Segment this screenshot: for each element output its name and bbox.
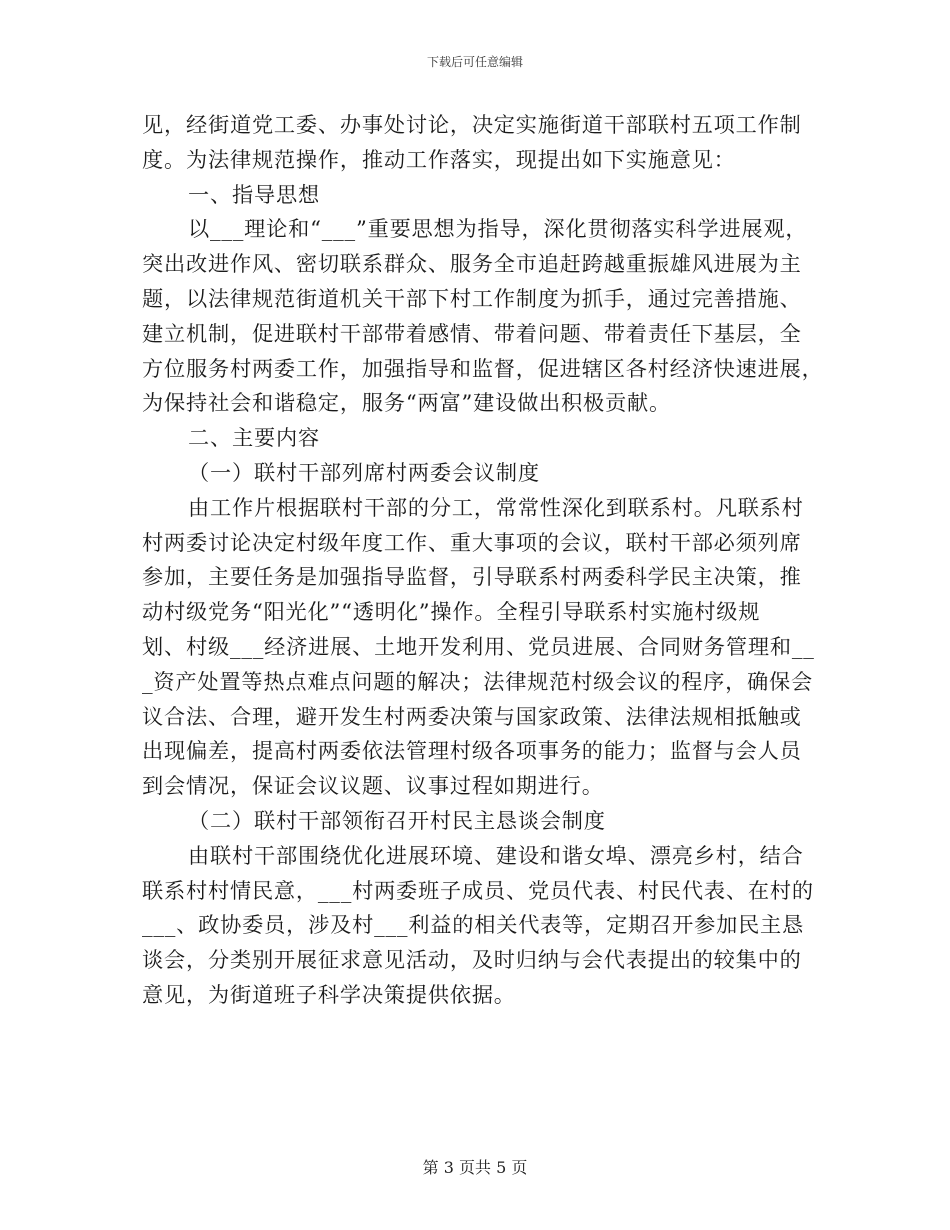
- page-header: 下载后可任意编辑: [426, 55, 523, 69]
- paragraph-line: 由联村干部围绕优化进展环境、建设和谐女埠、漂亮乡村，结合: [188, 842, 804, 868]
- paragraph-line: 建立机制，促进联村干部带着感情、带着问题、带着责任下基层，全: [142, 320, 802, 346]
- paragraph-line: 谈会，分类别开展征求意见活动，及时归纳与会代表提出的较集中的: [142, 947, 802, 973]
- paragraph-line: 划、村级___经济进展、土地开发利用、党员进展、合同财务管理和__: [142, 633, 815, 659]
- paragraph-line: 题，以法律规范街道机关干部下村工作制度为抓手，通过完善措施、: [142, 285, 802, 311]
- page-footer: 第 3 页共 5 页: [422, 1158, 528, 1177]
- section-heading: 一、指导思想: [188, 181, 320, 207]
- paragraph-line: 度。为法律规范操作，推动工作落实，现提出如下实施意见：: [142, 146, 736, 172]
- paragraph-line: 村两委讨论决定村级年度工作、重大事项的会议，联村干部必须列席: [142, 529, 802, 555]
- paragraph-line: ___、政协委员，涉及村___利益的相关代表等，定期召开参加民主恳: [142, 912, 805, 938]
- paragraph-line: 动村级党务“阳光化”“透明化”操作。全程引导联系村实施村级规: [142, 599, 761, 625]
- paragraph-line: 为保持社会和谐稳定，服务“两富”建设做出积极贡献。: [142, 390, 671, 416]
- paragraph-line: 议合法、合理，避开发生村两委决策与国家政策、法律法规相抵触或: [142, 703, 802, 729]
- section-heading: 二、主要内容: [188, 425, 320, 451]
- paragraph-line: 见，经街道党工委、办事处讨论，决定实施街道干部联村五项工作制: [142, 112, 802, 137]
- paragraph-line: 意见，为街道班子科学决策提供依据。: [142, 981, 516, 1007]
- paragraph-line: 突出改进作风、密切联系群众、服务全市追赶跨越重振雄风进展为主: [142, 251, 802, 277]
- paragraph-line: _资产处置等热点难点问题的解决；法律规范村级会议的程序，确保会: [142, 668, 814, 694]
- paragraph-line: 方位服务村两委工作，加强指导和监督，促进辖区各村经济快速进展，: [142, 355, 824, 381]
- paragraph-line: 以___理论和“___”重要思想为指导，深化贯彻落实科学进展观，: [188, 216, 808, 242]
- subsection-heading: （二）联村干部领衔召开村民主恳谈会制度: [188, 807, 606, 833]
- paragraph-line: 联系村村情民意，___村两委班子成员、党员代表、村民代表、在村的: [142, 877, 814, 903]
- paragraph-line: 参加，主要任务是加强指导监督，引导联系村两委科学民主决策，推: [142, 564, 802, 590]
- paragraph-line: 由工作片根据联村干部的分工，常常性深化到联系村。凡联系村: [188, 494, 804, 520]
- subsection-heading: （一）联村干部列席村两委会议制度: [188, 459, 540, 485]
- document-body: [142, 108, 824, 1013]
- paragraph-line: 到会情况，保证会议议题、议事过程如期进行。: [142, 773, 604, 799]
- paragraph-line: 出现偏差，提高村两委依法管理村级各项事务的能力；监督与会人员: [142, 738, 802, 764]
